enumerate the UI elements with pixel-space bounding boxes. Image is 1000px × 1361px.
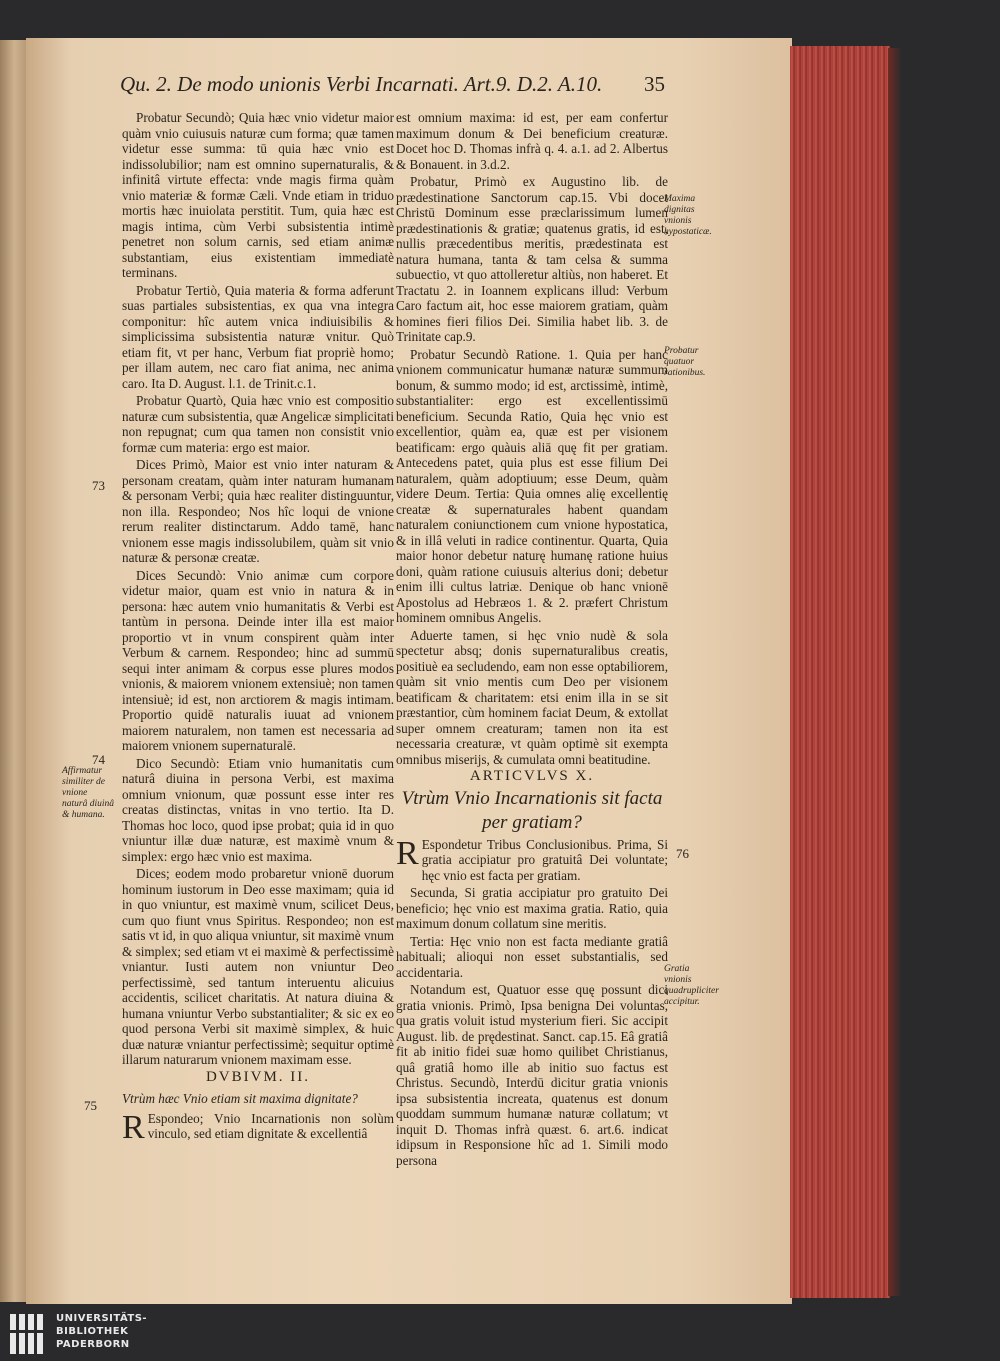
article-body-text: Espondetur Tribus Conclusionibus. Prima, Si gratia accipiatur pro gratuitâ Dei voluntate; hęc vnio est facta per gratiam. xyxy=(421,836,668,883)
left-paragraph: Probatur Secundò; Quia hæc vnio videtur maior quàm vnio cuiusuis naturæ cum forma; quæ tamen videtur esse summa: tū quia hæc vnio est indissolubilior; nam est omnino supernaturalis, & infinitâ virtute effecta: vnde magis firma quàm vnio materiæ & formæ Cæli. Vnde etiam in triduo mortis hæc inuiolata perstitit. Tum, quia hæc est magis intima, cùm Verbi subsistentia intimè penetret non solum carnis, sed etiam animæ substantiam, eius existentiam immediatè terminans. xyxy=(122,110,394,280)
right-paragraph: Probatur Secundò Ratione. 1. Quia per hanc vnionem communicatur humanæ naturæ summum bonum, & summo modo; id est, arctissimè, intimè, substantialiter: ergo est excellentissimū beneficium. Secunda Ratio, Quia hęc vnio est excellentior, quàm ea, quæ est per visionem beatificam: ergo quàuis aliā quę fit per gratiam. Antecedens patet, quia plus est esse filium Dei naturalem, quàm adoptiuum; esse Deum, quàm videre Deum. Tertia: Quia omnes alię excellentię creatæ & supernaturales habent quandam naturalem coniunctionem cum vnione hypostatica, & in illâ veluti in radice continentur. Quarta, Quia maior honor debetur naturę humanę ratione huius doni, quàm ratione cuiusuis alterius doni; debetur enim illi cultus latriæ. Denique ob hanc vnionē Apostolus ad Hebræos 1. & 2. præfert Christum hominem omnibus Angelis. xyxy=(396,346,668,625)
right-paragraph: Probatur, Primò ex Augustino lib. de prædestinatione Sanctorum cap.15. Vbi docet Christū Dominum esse præclarissimum lumen prædestinationis & gratiæ; quatenus gratis, id est, nullis præcedentibus meritis, prædestinata est natura humana, tanta & tam celsa & summa subuectio, vt quo attolleretur altiùs, non haberet. Et Tractatu 2. in Ioannem explicans illud: Verbum Caro factum ait, hoc esse maiorem gratiam, quàm homines fieri filios Dei. Similia habet lib. 3. de Trinitate cap.9. xyxy=(396,174,668,344)
left-column xyxy=(122,110,394,1144)
running-head xyxy=(120,72,680,97)
dubium-answer xyxy=(122,1108,394,1146)
dubium-dropcap: R xyxy=(122,1108,145,1146)
left-paragraph: Probatur Tertiò, Quia materia & forma adferunt suas partiales subsistentias, ex qua vna integra componitur: hîc autem vnica indiuisibilis & simplicissima subsistentia naturæ vnitur. Quò etiam fit, vt per hanc, Verbum fiat propriè homo; per illam autem, nec caro fiat anima, nec anima caro. Ita D. August. l.1. de Trinit.c.1. xyxy=(122,282,394,391)
margin-note-gratia: Gratia vnionis quadrupliciter accipitur. xyxy=(664,964,719,1007)
margin-note-maxima: Maxima dignitas vnionis hypostaticæ. xyxy=(664,194,712,237)
library-logo-icon xyxy=(8,1312,48,1356)
margin-note-affirmatur: Affirmatur similiter de vnione naturâ diuinâ & humana. xyxy=(62,766,114,820)
right-column xyxy=(396,110,668,1170)
article-paragraph: Secunda, Si gratia accipiatur pro gratuito Dei beneficio; hęc vnio est maxima gratia. Ratio, quia maximum donum collatum sine meritis. xyxy=(396,885,668,931)
logo-line: UNIVERSITÄTS- xyxy=(56,1313,148,1324)
library-logo-text xyxy=(56,1312,147,1351)
dubium-heading: DVBIVM. II. xyxy=(205,1068,311,1085)
dubium-question: Vtrùm hæc Vnio etiam sit maxima dignitate? xyxy=(122,1091,358,1106)
right-paragraph: est omnium maxima: id est, per eam confertur maximum donum & Dei beneficium creaturæ. Docet hoc D. Thomas infrà q. 4. a.1. ad 2. Albertus & Bonauent. in 3.d.2. xyxy=(396,110,668,172)
article-first-paragraph xyxy=(396,834,668,884)
running-head-title: Qu. 2. De modo unionis Verbi Incarnati. Art.9. D.2. A.10. xyxy=(120,72,603,96)
logo-line: BIBLIOTHEK xyxy=(56,1326,129,1337)
article-paragraph: Notandum est, Quatuor esse quę possunt dici gratia vnionis. Primò, Ipsa benigna Dei voluntas, qua gratis voluit istud mysterium fieri. Sic accipit August. lib. de prędestinat. Sanct. cap.15. Eâ gratiâ fit ab initio fidei suæ homo quilibet Christianus, quâ gratiâ homo ille ab initio suo factus est Christus. Secundò, Interdū dicitur gratia vnionis ipsa subsistentia increata, quatenus est donum quoddam summum humanæ naturæ collatum; vt inquit D. Thomas infrà quæst. 6. art.6. indicat idipsum in Responsione hîc ad 1. Simili modo persona xyxy=(396,982,668,1168)
page-number: 35 xyxy=(644,72,665,96)
margin-note-probatur: Probatur quatuor rationibus. xyxy=(664,346,706,378)
margin-number: 75 xyxy=(84,1098,97,1113)
article-heading: ARTICVLVS X. xyxy=(469,768,595,784)
page-block-red-edge xyxy=(790,46,890,1298)
left-paragraph: Dico Secundò: Etiam vnio humanitatis cum naturâ diuina in persona Verbi, est maxima omnium vnionum, quæ possunt esse inter res creatas distinctas, vnitas in vno tertio. Ita D. Thomas hoc loco, quod ipse probat; quia id in quo vniuntur illæ duæ naturæ, est maximè vnum & simplex: ergo hæc vnio est maxima. xyxy=(122,755,394,864)
margin-number: 74 xyxy=(92,752,105,767)
article-dropcap: R xyxy=(396,834,419,872)
left-paragraph: Dices; eodem modo probaretur vnionē duorum hominum iustorum in Deo esse maximam; quia id in quo vniuntur, est maximè vnum, scilicet Deus, cum quo fiunt vnus Spiritus. Respondeo; non est satis vt id, in quo aliqua vniuntur, sit maximè vnum & simplex; sed etiam vt ei maximè & perfectissimè vniantur. Iusti autem non vniuntur Deo perfectissimè, sed tantum interuentu alicuius accidentis, scilicet charitatis. At natura diuina & humana vniuntur Verbo substantialiter; & sic ex eo quod persona Verbi sit maximè simplex, & huic duæ naturæ vniantur perfectissimè; sequitur optimè illarum naturarum vnionem maximam esse. xyxy=(122,866,394,1067)
margin-number: 76 xyxy=(676,846,689,861)
left-paragraph: Probatur Quartò, Quia hæc vnio est compositio naturæ cum subsistentia, quæ Angelicæ simplicitati non repugnat; cum qua tamen non consistit vnio formæ cum materia: ergo est maior. xyxy=(122,393,394,455)
left-paragraph: Dices Primò, Maior est vnio inter naturam & personam creatam, quàm inter naturam humanam & personam Verbi; quia hæc realiter distinguuntur, non illa. Respondeo; Nos hîc loqui de vnione rerum realiter distinctarum. Addo tamē, hanc vnionem esse magis indissolubilem, quàm sit vnio naturæ & personæ creatæ. xyxy=(122,457,394,565)
logo-line: PADERBORN xyxy=(56,1339,130,1350)
previous-page-edge xyxy=(0,40,26,1302)
margin-number: 73 xyxy=(92,478,105,493)
article-title: Vtrùm Vnio Incarnationis sit facta per gratiam? xyxy=(401,787,663,833)
page-block-shadow xyxy=(888,48,902,1296)
dubium-answer-text: Espondeo; Vnio Incarnationis non solùm vinculo, sed etiam dignitate & excellentiâ xyxy=(147,1110,394,1141)
right-paragraph: Aduerte tamen, si hęc vnio nudè & sola spectetur absq; donis supernaturalibus creatis, positiuè ea secludendo, eam non esse optabiliorem, quàm sit vnio mentis cum Deo per visionem beatificam & charitatem: etsi enim illa in se sit præstantior, cùm hominem faciat Deum, & extollat super omnem creaturam; tamen non ita est necessaria creaturæ, vt quàm optimè sit exempta omnibus miserijs, & cumulata omni beatitudine. xyxy=(396,627,668,767)
left-paragraph: Dices Secundò: Vnio animæ cum corpore videtur maior, quam est vnio in natura & in persona: hæc autem vnio humanitatis & Verbi est tantùm in persona. Deinde inter illa est maior proportio vt in vnum conspirent quàm inter Verbum & carnem. Respondeo; hinc ad summū sequi inter animam & corpus esse plures modos vnionis, & maiorem vnionem extensiuè; non tamen intensiuè; id est, non arctiorem & magis intimam. Proportio quidē naturalis iuuat ad vnionem maiorem naturalem, non tamen est necessaria ad maiorem vnionem supernaturalē. xyxy=(122,567,394,753)
article-paragraph: Tertia: Hęc vnio non est facta mediante gratiâ habituali; alioqui non esset substantialis, sed accidentaria. xyxy=(396,933,668,980)
